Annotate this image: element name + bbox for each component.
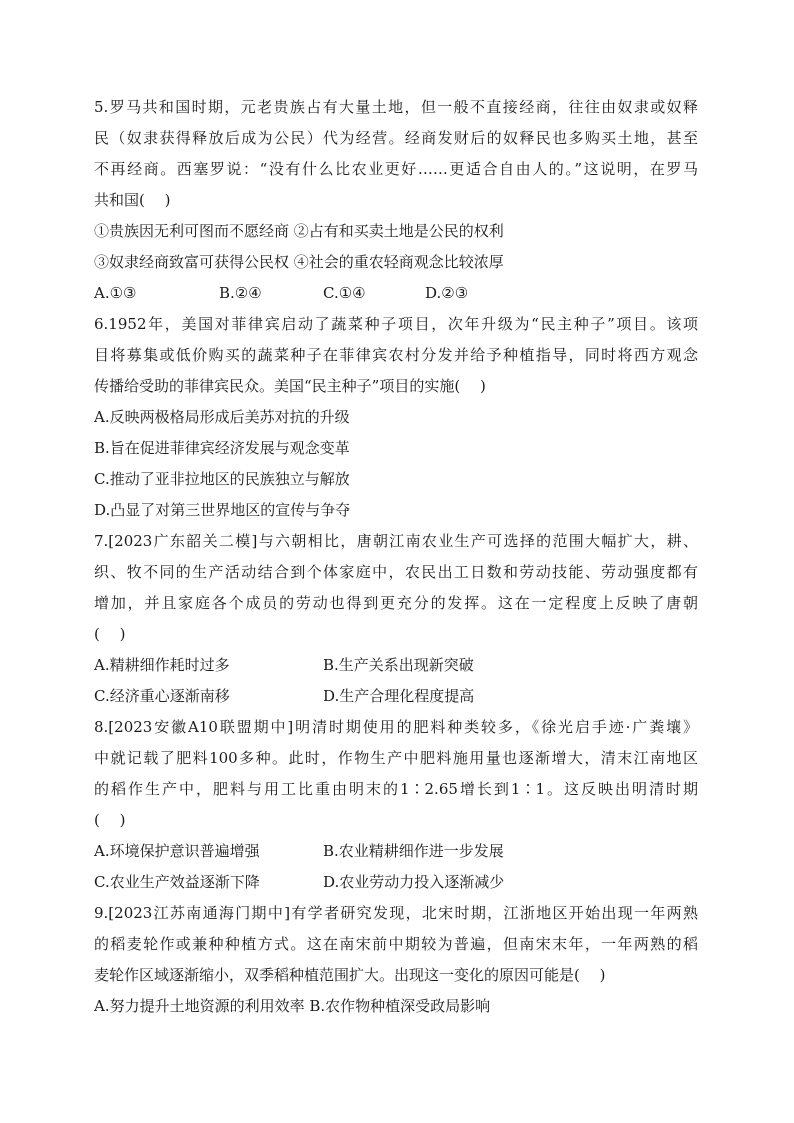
option-b: B.农业精耕细作进一步发展 [323, 842, 504, 860]
question-text-line: 传播给受助的菲律宾民众。美国“民主种子”项目的实施( ) [94, 377, 486, 395]
question-text-line: 不再经商。西塞罗说：“没有什么比农业更好……更适合自由人的。”这说明，在罗马 [94, 160, 698, 178]
question-text-line: 的稻作生产中，肥料与用工比重由明末的1∶2.65增长到1∶1。这反映出明清时期 [94, 780, 698, 798]
options-row: A.努力提升土地资源的利用效率 B.农作物种植深受政局影响 [94, 997, 491, 1015]
question-text-line: 6.1952年，美国对菲律宾启动了蔬菜种子项目，次年升级为“民主种子”项目。该项 [94, 315, 698, 333]
question-8 [94, 712, 698, 898]
statement-line: ③奴隶经商致富可获得公民权 ④社会的重农轻商观念比较浓厚 [94, 253, 504, 271]
options-row [94, 681, 698, 712]
option-c: C.推动了亚非拉地区的民族独立与解放 [94, 470, 350, 488]
options-row [94, 836, 698, 867]
option-c: C.农业生产效益逐渐下降 [94, 873, 260, 891]
question-text-line: 的稻麦轮作或兼种种植方式。这在南宋前中期较为普遍，但南宋末年，一年两熟的稻 [94, 935, 698, 953]
question-9 [94, 898, 698, 1022]
question-7 [94, 526, 698, 712]
question-text-line: 9.[2023江苏南通海门期中]有学者研究发现，北宋时期，江浙地区开始出现一年两熟 [94, 904, 698, 922]
option-d: D.农业劳动力投入逐渐减少 [323, 873, 505, 891]
question-list [94, 92, 698, 1022]
question-text-line: 织、牧不同的生产活动结合到个体家庭中，农民出工日数和劳动技能、劳动强度都有 [94, 563, 698, 581]
question-text-line: 民（奴隶获得释放后成为公民）代为经营。经商发财后的奴释民也多购买土地，甚至 [94, 129, 698, 147]
option-b: B.生产关系出现新突破 [323, 656, 474, 674]
options-row [94, 867, 698, 898]
question-text-line: ( ) [94, 811, 126, 829]
question-text-line: 中就记载了肥料100多种。此时，作物生产中肥料施用量也逐渐增大，清末江南地区 [94, 749, 698, 767]
option-a: A.①③ [94, 284, 137, 302]
question-text-line: 8.[2023安徽A10联盟期中]明清时期使用的肥料种类较多，《徐光启手迹·广粪壤》 [94, 718, 698, 736]
question-5 [94, 92, 698, 309]
question-text-line: ( ) [94, 625, 126, 643]
question-text-line: 共和国( ) [94, 191, 171, 209]
statement-line: ①贵族因无利可图而不愿经商 ②占有和买卖土地是公民的权利 [94, 222, 504, 240]
option-c: C.①④ [323, 284, 366, 302]
question-text-line: 麦轮作区域逐渐缩小，双季稻种植范围扩大。出现这一变化的原因可能是( ) [94, 966, 606, 984]
option-d: D.生产合理化程度提高 [323, 687, 475, 705]
options-row [94, 650, 698, 681]
question-text-line: 5.罗马共和国时期，元老贵族占有大量土地，但一般不直接经商，往往由奴隶或奴释 [94, 98, 698, 116]
question-text-line: 7.[2023广东韶关二模]与六朝相比，唐朝江南农业生产可选择的范围大幅扩大，耕、 [94, 532, 698, 550]
option-a: A.环境保护意识普遍增强 [94, 842, 260, 860]
option-a: A.反映两极格局形成后美苏对抗的升级 [94, 408, 350, 426]
option-d: D.②③ [425, 284, 469, 302]
question-text-line: 增加，并且家庭各个成员的劳动也得到更充分的发挥。这在一定程度上反映了唐朝 [94, 594, 698, 612]
option-c: C.经济重心逐渐南移 [94, 687, 230, 705]
option-b: B.②④ [219, 284, 262, 302]
option-a: A.精耕细作耗时过多 [94, 656, 230, 674]
question-text-line: 目将募集或低价购买的蔬菜种子在菲律宾农村分发并给予种植指导，同时将西方观念 [94, 346, 698, 364]
option-d: D.凸显了对第三世界地区的宣传与争夺 [94, 501, 351, 519]
question-6 [94, 309, 698, 526]
options-row [94, 278, 698, 309]
option-b: B.旨在促进菲律宾经济发展与观念变革 [94, 439, 350, 457]
